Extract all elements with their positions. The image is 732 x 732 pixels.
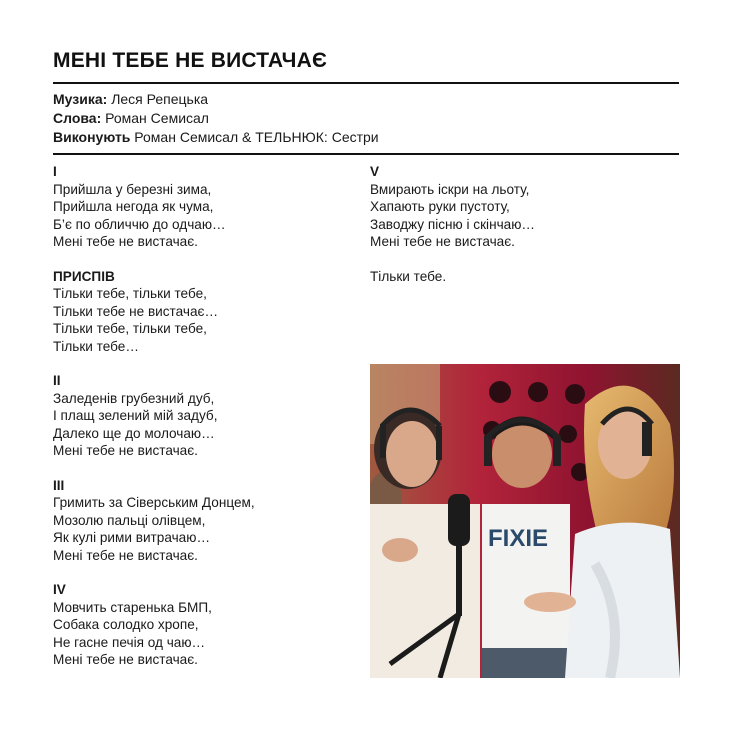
lyric-line: Мені тебе не вистачає. xyxy=(53,547,198,563)
music-label: Музика: xyxy=(53,91,108,107)
lyrics-left-column xyxy=(53,163,353,686)
lyric-line: Не гасне печія од чаю… xyxy=(53,634,206,650)
lyric-line: Вмирають іскри на льоту, xyxy=(370,181,530,197)
lyric-line: Як кулі рими витрачаю… xyxy=(53,530,211,545)
stanza-heading: IV xyxy=(53,582,66,597)
lyric-line: Хапають руки пустоту, xyxy=(370,199,510,214)
lyric-line: Б’є по обличчю до одчаю… xyxy=(53,216,226,232)
lyric-line: І плащ зелений мій задуб, xyxy=(53,408,218,423)
stanza-heading: ПРИСПІВ xyxy=(53,268,115,284)
song-title: МЕНІ ТЕБЕ НЕ ВИСТАЧАЄ xyxy=(53,49,328,72)
lyric-line: Заводжу пісню і скінчаю… xyxy=(370,216,536,232)
stanza-3 xyxy=(53,477,353,565)
stanza-heading: II xyxy=(53,373,61,388)
credits-divider xyxy=(53,153,679,155)
lyric-line: Тільки тебе, тільки тебе, xyxy=(53,286,207,301)
lyric-line: Далеко ще до молочаю… xyxy=(53,425,215,441)
credits-block xyxy=(53,90,379,147)
lyric-line: Мені тебе не вистачає. xyxy=(370,234,515,249)
band-photo xyxy=(370,364,680,678)
lyric-line: Заледенів грубезний дуб, xyxy=(53,390,215,406)
outro-line: Тільки тебе. xyxy=(370,268,447,284)
music-value: Леся Репецька xyxy=(111,91,209,107)
stanza-heading: III xyxy=(53,477,65,493)
lyric-line: Мені тебе не вистачає. xyxy=(53,234,198,249)
words-label: Слова: xyxy=(53,110,102,126)
lyric-line: Прийшла у березні зима, xyxy=(53,181,212,197)
lyric-line: Мозолю пальці олівцем, xyxy=(53,512,206,528)
music-credit xyxy=(53,90,379,109)
lyric-line: Мені тебе не вистачає. xyxy=(53,443,198,458)
performers-value: Роман Семисал & ТЕЛЬНЮК: Сестри xyxy=(134,129,379,145)
words-credit xyxy=(53,109,379,128)
performers-label: Виконують xyxy=(53,129,131,145)
stanza-2 xyxy=(53,372,353,460)
stanza-1 xyxy=(53,163,353,251)
words-value: Роман Семисал xyxy=(105,110,209,126)
stanza-heading: V xyxy=(370,164,380,179)
lyric-line: Тільки тебе… xyxy=(53,338,139,354)
lyric-line: Тільки тебе не вистачає… xyxy=(53,303,219,319)
top-divider xyxy=(53,82,679,84)
shirt-text: FIXIE xyxy=(488,525,549,552)
lyric-line: Мені тебе не вистачає. xyxy=(53,652,198,667)
chorus xyxy=(53,268,353,356)
lyric-line: Гримить за Сіверським Донцем, xyxy=(53,495,255,510)
stanza-heading: I xyxy=(53,164,57,179)
lyrics-right-column xyxy=(370,163,680,285)
lyric-line: Собака солодко хропе, xyxy=(53,617,199,632)
stanza-4 xyxy=(53,581,353,669)
performers-credit xyxy=(53,128,379,147)
lyric-line: Мовчить старенька БМП, xyxy=(53,599,212,615)
stanza-5 xyxy=(370,163,680,251)
lyric-line: Прийшла негода як чума, xyxy=(53,199,214,214)
lyric-line: Тільки тебе, тільки тебе, xyxy=(53,321,207,336)
